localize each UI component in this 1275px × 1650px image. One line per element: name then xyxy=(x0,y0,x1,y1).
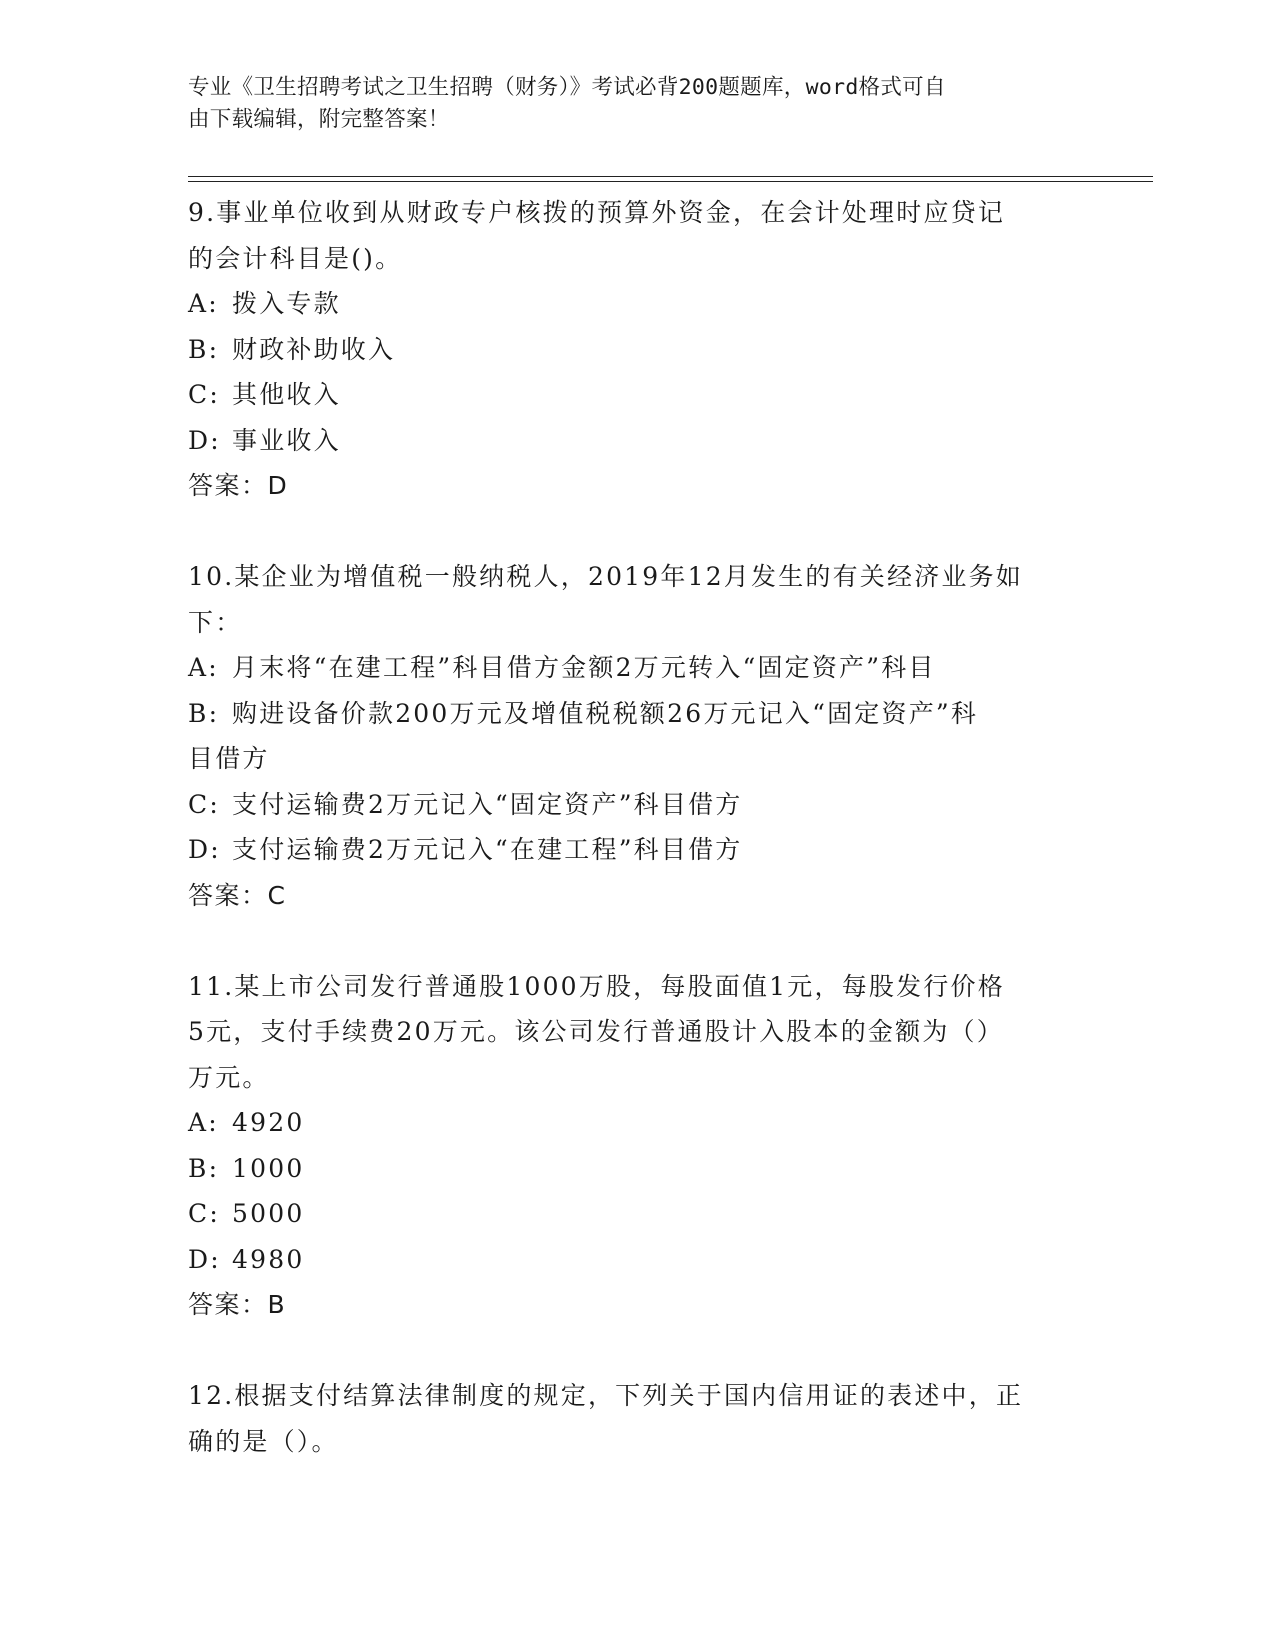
option-a xyxy=(188,1100,1088,1146)
question-11 xyxy=(188,964,1088,1328)
option-text: 4920 xyxy=(232,1108,305,1137)
option-key: A: xyxy=(188,653,219,682)
answer-line: 答案：D xyxy=(188,471,289,500)
option-key: C: xyxy=(188,1199,220,1228)
option-text: 拨入专款 xyxy=(232,289,341,318)
option-key: A: xyxy=(188,1108,219,1137)
option-d xyxy=(188,418,1088,464)
option-a xyxy=(188,281,1088,327)
header-divider-top xyxy=(188,176,1153,177)
answer-line: 答案：B xyxy=(188,1290,287,1319)
option-text: 4980 xyxy=(232,1244,305,1274)
option-key: A: xyxy=(188,289,219,318)
option-b xyxy=(188,327,1088,373)
question-stem xyxy=(188,554,1088,645)
stem-line: 万元。 xyxy=(188,1062,270,1092)
option-text: 事业收入 xyxy=(232,425,341,455)
option-text: 购进设备价款200万元及增值税税额26万元记入“固定资产”科 xyxy=(232,698,979,728)
option-text: 支付运输费2万元记入“固定资产”科目借方 xyxy=(232,789,743,819)
header-divider-bottom xyxy=(188,181,1153,182)
question-stem xyxy=(188,190,1088,281)
stem-line: 12.根据支付结算法律制度的规定，下列关于国内信用证的表述中，正 xyxy=(188,1381,1024,1410)
option-key: D: xyxy=(188,425,221,455)
stem-line: 10.某企业为增值税一般纳税人，2019年12月发生的有关经济业务如 xyxy=(188,562,1023,591)
answer-line: 答案：C xyxy=(188,880,287,910)
option-key: B: xyxy=(188,334,220,364)
option-d xyxy=(188,1237,1088,1283)
question-stem xyxy=(188,1373,1088,1464)
option-key: B: xyxy=(188,1153,220,1183)
option-b xyxy=(188,1146,1088,1192)
question-12 xyxy=(188,1373,1088,1464)
option-text: 支付运输费2万元记入“在建工程”科目借方 xyxy=(232,835,743,864)
stem-line: 11.某上市公司发行普通股1000万股，每股面值1元，每股发行价格 xyxy=(188,971,1005,1001)
option-d xyxy=(188,827,1088,873)
option-a xyxy=(188,645,1088,691)
header-line-2: 由下载编辑，附完整答案！ xyxy=(188,107,450,132)
option-key: B: xyxy=(188,698,220,728)
stem-line: 下： xyxy=(188,607,243,637)
stem-line: 的会计科目是()。 xyxy=(188,243,403,273)
option-c xyxy=(188,372,1088,418)
stem-line: 9.事业单位收到从财政专户核拨的预算外资金，在会计处理时应贷记 xyxy=(188,198,1006,227)
question-list xyxy=(188,190,1088,1510)
option-key: C: xyxy=(188,380,220,409)
stem-line: 5元，支付手续费20万元。该公司发行普通股计入股本的金额为（） xyxy=(188,1017,1004,1046)
option-key: C: xyxy=(188,789,220,819)
document-header xyxy=(188,72,1068,136)
option-c xyxy=(188,1191,1088,1237)
option-key: D: xyxy=(188,835,221,864)
option-text: 5000 xyxy=(232,1199,305,1228)
stem-line: 确的是（）。 xyxy=(188,1426,339,1456)
option-text: 其他收入 xyxy=(232,380,341,409)
option-text: 财政补助收入 xyxy=(232,334,396,364)
question-9 xyxy=(188,190,1088,509)
question-10 xyxy=(188,554,1088,918)
option-key: D: xyxy=(188,1244,221,1274)
option-c xyxy=(188,782,1088,828)
header-line-1: 专业《卫生招聘考试之卫生招聘（财务）》考试必背200题题库，word格式可自 xyxy=(188,75,946,100)
option-text: 1000 xyxy=(232,1153,305,1183)
option-text: 月末将“在建工程”科目借方金额2万元转入“固定资产”科目 xyxy=(232,653,936,682)
option-text-continued: 目借方 xyxy=(188,744,270,773)
option-b xyxy=(188,691,1088,782)
question-stem xyxy=(188,964,1088,1101)
